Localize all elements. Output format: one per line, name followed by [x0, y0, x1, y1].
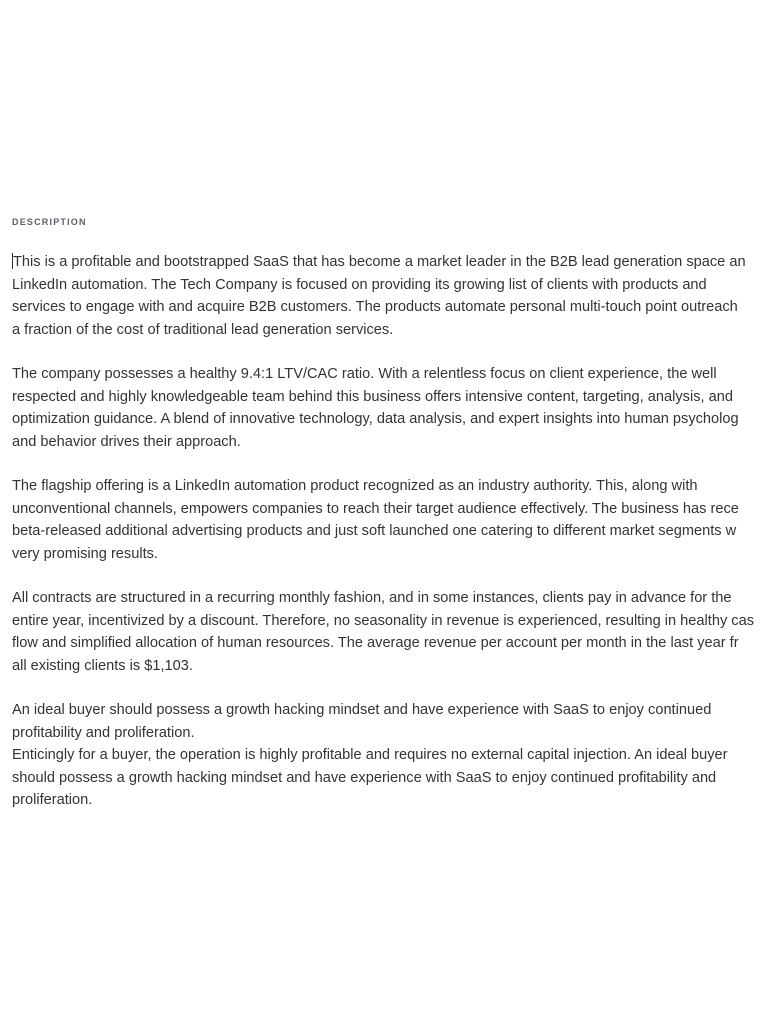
paragraph-line-text: This is a profitable and bootstrapped SaaS that has become a market leader in the B2B lead generation space an [13, 254, 746, 270]
paragraph-line: unconventional channels, empowers companies to reach their target audience effectively. The business has rece [12, 500, 739, 517]
description-paragraph[interactable] [12, 699, 768, 812]
paragraph-line: a fraction of the cost of traditional lead generation services. [12, 321, 394, 338]
paragraph-line: The company possesses a healthy 9.4:1 LTV/CAC ratio. With a relentless focus on client experience, the well [12, 366, 717, 382]
paragraph-line: beta-released additional advertising products and just soft launched one catering to different market segments w [12, 523, 737, 539]
paragraph-line: respected and highly knowledgeable team behind this business offers intensive content, targeting, analysis, and [12, 388, 733, 405]
description-paragraph[interactable] [12, 587, 768, 677]
paragraph-line: services to engage with and acquire B2B customers. The products automate personal multi-touch point outreach [12, 299, 738, 315]
paragraph-line: flow and simplified allocation of human resources. The average revenue per account per month in the last year fr [12, 635, 739, 651]
description-heading: DESCRIPTION [12, 217, 87, 227]
paragraph-line: Enticingly for a buyer, the operation is highly profitable and requires no external capital injection. An ideal buyer [12, 747, 728, 763]
description-paragraph[interactable] [12, 475, 768, 565]
paragraph-line: All contracts are structured in a recurring monthly fashion, and in some instances, clients pay in advance for the [12, 590, 732, 606]
paragraph-line: very promising results. [12, 545, 158, 562]
description-paragraph[interactable] [12, 251, 768, 341]
paragraph-line: optimization guidance. A blend of innovative technology, data analysis, and expert insights into human psycholog [12, 411, 739, 427]
description-section [12, 216, 768, 812]
paragraph-line: LinkedIn automation. The Tech Company is focused on providing its growing list of clients with products and [12, 276, 707, 293]
paragraph-line: should possess a growth hacking mindset and have experience with SaaS to enjoy continued profitability and [12, 769, 717, 786]
paragraph-line: profitability and proliferation. [12, 724, 195, 741]
paragraph-line: The flagship offering is a LinkedIn automation product recognized as an industry authority. This, along with [12, 478, 698, 494]
paragraph-line [12, 251, 768, 274]
paragraph-line: proliferation. [12, 792, 93, 808]
paragraph-line: all existing clients is $1,103. [12, 657, 193, 674]
description-paragraph[interactable] [12, 363, 768, 453]
paragraph-line: entire year, incentivized by a discount. Therefore, no seasonality in revenue is experienced, resulting in healthy cas [12, 612, 755, 629]
paragraph-line: and behavior drives their approach. [12, 433, 241, 450]
paragraph-line: An ideal buyer should possess a growth hacking mindset and have experience with SaaS to enjoy continued [12, 702, 712, 718]
